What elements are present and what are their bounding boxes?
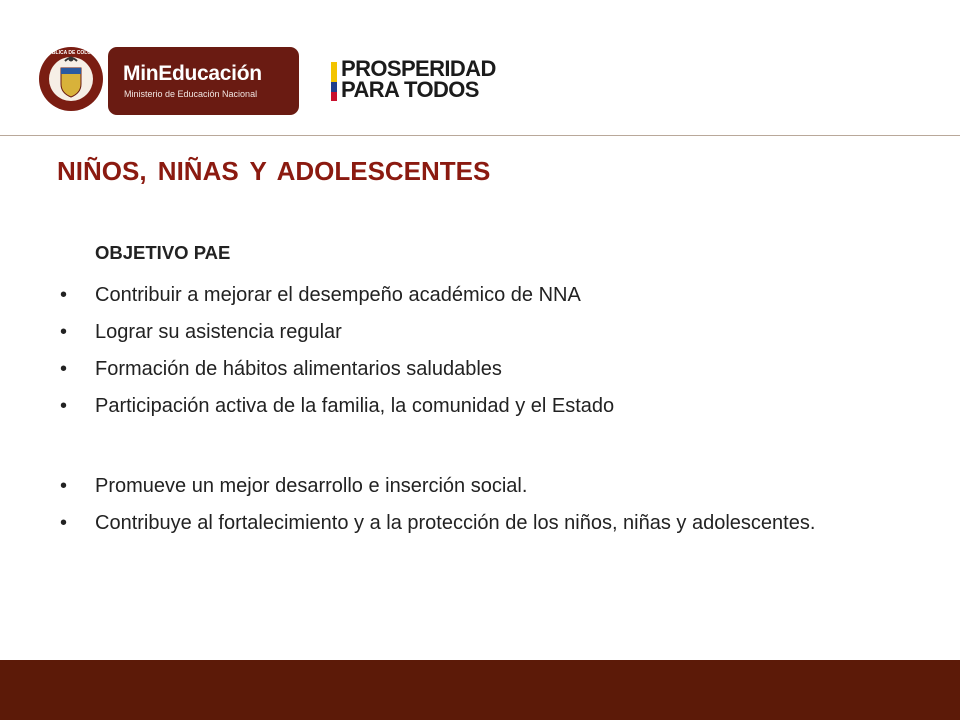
footer-bar [0, 660, 960, 720]
bullet: • [60, 475, 68, 497]
list-item: • Contribuir a mejorar el desempeño académico de NNA [57, 281, 897, 309]
colombia-flag-icon [331, 62, 337, 101]
list-item: • Lograr su asistencia regular [57, 318, 897, 346]
impact-list [57, 472, 897, 546]
colombia-seal-icon [38, 46, 104, 112]
list-item: • Formación de hábitos alimentarios saludables [57, 355, 897, 383]
mineducacion-logo [108, 47, 299, 115]
slogan-line-2: PARA TODOS [341, 77, 479, 102]
ministry-name: MinEducación [123, 62, 262, 85]
bullet: • [60, 284, 68, 306]
list-item: • Contribuye al fortalecimiento y a la protección de los niños, niñas y adolescentes. [57, 509, 897, 537]
prosperidad-logo [341, 58, 496, 100]
slide-subtitle: OBJETIVO PAE [95, 242, 231, 263]
list-item: • Participación activa de la familia, la comunidad y el Estado [57, 392, 897, 420]
bullet: • [60, 358, 68, 380]
seal-text: REPÚBLICA DE COLOMBIA [38, 50, 104, 56]
objectives-list [57, 281, 897, 429]
bullet: • [60, 321, 68, 343]
slide-title: NIÑOS, NIÑAS Y ADOLESCENTES [57, 156, 491, 186]
list-item: • Promueve un mejor desarrollo e inserción social. [57, 472, 897, 500]
header [0, 0, 960, 136]
header-divider [0, 135, 960, 136]
ministry-subtitle: Ministerio de Educación Nacional [124, 89, 258, 99]
bullet: • [60, 395, 68, 417]
slogan-line-1: PROSPERIDAD [341, 56, 496, 81]
bullet: • [60, 512, 68, 534]
